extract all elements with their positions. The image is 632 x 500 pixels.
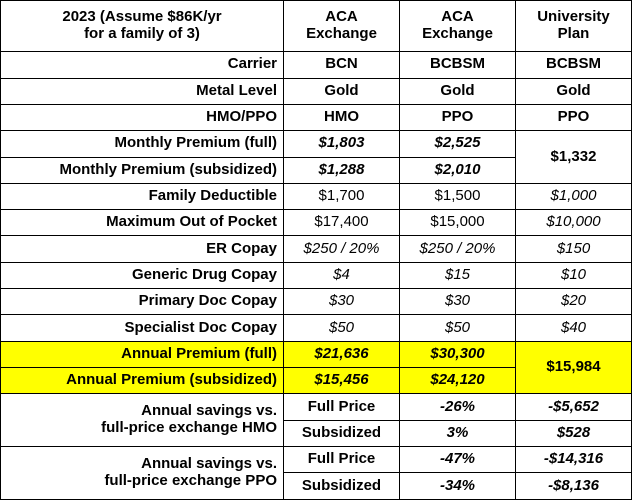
header-col-3 — [516, 1, 632, 52]
savings-subrow-label: Subsidized — [284, 473, 400, 500]
header-col-3-line1: University — [537, 8, 610, 26]
header-col-2-line1: ACA — [441, 8, 474, 26]
row-label: Annual Premium (subsidized) — [1, 368, 284, 394]
row-value: $40 — [516, 315, 632, 341]
row-value: $30 — [284, 289, 400, 315]
row-value: $4 — [284, 262, 400, 288]
header-col-1-line1: ACA — [325, 8, 358, 26]
row-value: $24,120 — [400, 368, 516, 394]
row-label: Generic Drug Copay — [1, 262, 284, 288]
savings-value: -$5,652 — [516, 394, 632, 420]
row-value: HMO — [284, 104, 400, 130]
header-col-2 — [400, 1, 516, 52]
row-value: $30,300 — [400, 341, 516, 367]
row-label: Annual Premium (full) — [1, 341, 284, 367]
row-value: $15,456 — [284, 368, 400, 394]
row-value: $10,000 — [516, 210, 632, 236]
savings-subrow-label: Subsidized — [284, 420, 400, 446]
monthly-premium-university-merged: $1,332 — [516, 131, 632, 184]
table-header-row — [1, 1, 632, 52]
savings-row — [1, 394, 632, 420]
row-value: $21,636 — [284, 341, 400, 367]
row-label: Specialist Doc Copay — [1, 315, 284, 341]
row-value: $15 — [400, 262, 516, 288]
savings-value: 3% — [400, 420, 516, 446]
header-col-2-line2: Exchange — [422, 25, 493, 43]
header-title-line2: for a family of 3) — [84, 25, 200, 43]
row-value: $2,525 — [400, 131, 516, 157]
table-row — [1, 183, 632, 209]
row-value: $10 — [516, 262, 632, 288]
row-label: Maximum Out of Pocket — [1, 210, 284, 236]
annual-premium-university-merged: $15,984 — [516, 341, 632, 394]
savings-value: -47% — [400, 447, 516, 473]
savings-label-ppo-line2: full-price exchange PPO — [104, 472, 277, 490]
row-label: Monthly Premium (full) — [1, 131, 284, 157]
row-label: ER Copay — [1, 236, 284, 262]
savings-value: $528 — [516, 420, 632, 446]
header-col-1-line2: Exchange — [306, 25, 377, 43]
row-value: BCN — [284, 52, 400, 78]
row-label: Primary Doc Copay — [1, 289, 284, 315]
row-value: $50 — [400, 315, 516, 341]
row-value: $1,288 — [284, 157, 400, 183]
savings-row — [1, 447, 632, 473]
row-value: $1,000 — [516, 183, 632, 209]
savings-label-hmo — [1, 394, 284, 447]
row-value: $1,700 — [284, 183, 400, 209]
table-row — [1, 131, 632, 157]
header-col-1 — [284, 1, 400, 52]
table-row — [1, 236, 632, 262]
header-title-line1: 2023 (Assume $86K/yr — [62, 8, 222, 26]
row-value: $1,803 — [284, 131, 400, 157]
savings-label-ppo-line1: Annual savings vs. — [141, 455, 277, 473]
table-row — [1, 315, 632, 341]
savings-value: -$8,136 — [516, 473, 632, 500]
savings-subrow-label: Full Price — [284, 447, 400, 473]
row-label: Metal Level — [1, 78, 284, 104]
row-value: $150 — [516, 236, 632, 262]
header-col-3-line2: Plan — [557, 25, 590, 43]
row-value: $15,000 — [400, 210, 516, 236]
savings-label-hmo-line2: full-price exchange HMO — [101, 419, 277, 437]
row-value: $20 — [516, 289, 632, 315]
savings-label-hmo-line1: Annual savings vs. — [141, 402, 277, 420]
row-value: PPO — [516, 104, 632, 130]
row-value: Gold — [284, 78, 400, 104]
table-row — [1, 262, 632, 288]
row-label: Carrier — [1, 52, 284, 78]
table-row — [1, 289, 632, 315]
header-title-cell — [1, 1, 284, 52]
row-value: $30 — [400, 289, 516, 315]
row-value: BCBSM — [400, 52, 516, 78]
row-value: $1,500 — [400, 183, 516, 209]
row-value: $2,010 — [400, 157, 516, 183]
row-value: PPO — [400, 104, 516, 130]
table-row — [1, 210, 632, 236]
savings-label-ppo — [1, 447, 284, 500]
row-value: $250 / 20% — [400, 236, 516, 262]
table-row — [1, 52, 632, 78]
row-label: HMO/PPO — [1, 104, 284, 130]
table-row-highlighted — [1, 341, 632, 367]
row-value: BCBSM — [516, 52, 632, 78]
savings-value: -26% — [400, 394, 516, 420]
row-label: Family Deductible — [1, 183, 284, 209]
savings-value: -$14,316 — [516, 447, 632, 473]
row-value: Gold — [400, 78, 516, 104]
table-row — [1, 78, 632, 104]
table-row — [1, 104, 632, 130]
row-value: $17,400 — [284, 210, 400, 236]
row-label: Monthly Premium (subsidized) — [1, 157, 284, 183]
row-value: Gold — [516, 78, 632, 104]
row-value: $250 / 20% — [284, 236, 400, 262]
savings-subrow-label: Full Price — [284, 394, 400, 420]
row-value: $50 — [284, 315, 400, 341]
savings-value: -34% — [400, 473, 516, 500]
